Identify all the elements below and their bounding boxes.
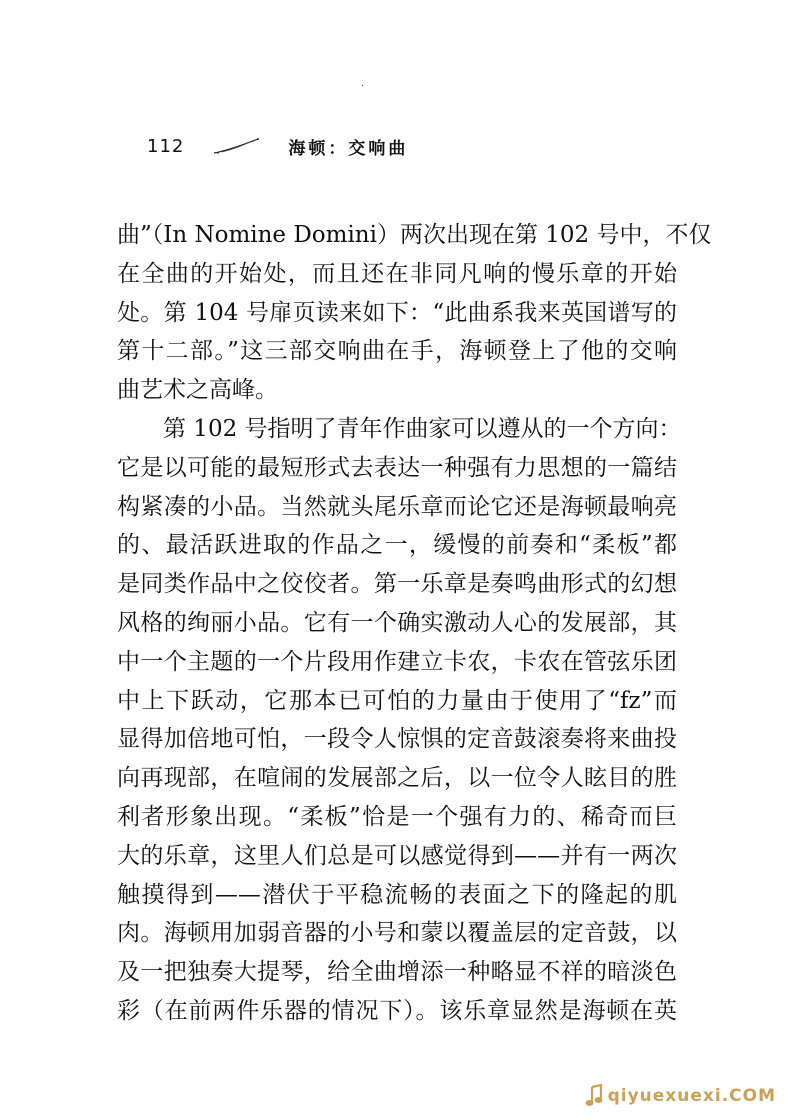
text-line: 触摸得到——潜伏于平稳流畅的表面之下的隆起的肌	[117, 881, 677, 908]
text-line: 风格的绚丽小品。它有一个确实激动人心的发展部，其	[117, 609, 677, 636]
page-header	[147, 131, 408, 161]
text-line: 它是以可能的最短形式去表达一种强有力思想的一篇结	[117, 454, 677, 481]
text-line: 曲艺术之高峰。	[117, 377, 278, 404]
text-line: 中上下跃动，它那本已可怕的力量由于使用了“fz”而	[117, 687, 677, 714]
top-mark: ·	[361, 81, 365, 92]
text-line: 第 102 号指明了青年作曲家可以遵从的一个方向：	[163, 415, 682, 442]
watermark-text: qiyuexuexi.COM	[607, 1086, 776, 1106]
paragraph-2	[117, 410, 682, 1031]
text-line: 彩（在前两件乐器的情况下）。该乐章显然是海顿在英	[117, 997, 677, 1024]
text-line: 向再现部，在喧闹的发展部之后，以一位令人眩目的胜	[117, 765, 677, 792]
text-line: 显得加倍地可怕，一段令人惊惧的定音鼓滚奏将来曲投	[117, 726, 677, 753]
text-line: 中一个主题的一个片段用作建立卡农，卡农在管弦乐团	[117, 648, 677, 675]
running-title: 海顿：交响曲	[288, 138, 409, 159]
text-line: 的、最活跃进取的作品之一，缓慢的前奏和“柔板”都	[117, 532, 677, 559]
paragraph-1	[117, 216, 712, 410]
text-line: 在全曲的开始处，而且还在非同凡响的慢乐章的开始	[117, 260, 677, 287]
text-line: 肉。海顿用加弱音器的小号和蒙以覆盖层的定音鼓，以	[117, 920, 677, 947]
text-line: 大的乐章，这里人们总是可以感觉得到——并有一两次	[117, 842, 677, 869]
header-ornament-icon	[212, 136, 262, 156]
text-line: 构紧凑的小品。当然就头尾乐章而论它还是海顿最响亮	[117, 493, 677, 520]
text-line: 是同类作品中之佼佼者。第一乐章是奏鸣曲形式的幻想	[117, 571, 677, 598]
body-text	[117, 216, 712, 1031]
text-line: 及一把独奏大提琴，给全曲增添一种略显不祥的暗淡色	[117, 959, 677, 986]
site-watermark	[584, 1084, 776, 1108]
text-line: 利者形象出现。“柔板”恰是一个强有力的、稀奇而巨	[117, 803, 677, 830]
page-number: 112	[147, 135, 185, 157]
text-line: 第十二部。”这三部交响曲在手，海顿登上了他的交响	[117, 338, 677, 365]
text-line: 处。第 104 号扉页读来如下：“此曲系我来英国谱写的	[117, 299, 677, 326]
music-note-icon	[584, 1084, 604, 1108]
text-line: 曲”（In Nomine Domini）两次出现在第 102 号中，不仅	[117, 222, 712, 248]
